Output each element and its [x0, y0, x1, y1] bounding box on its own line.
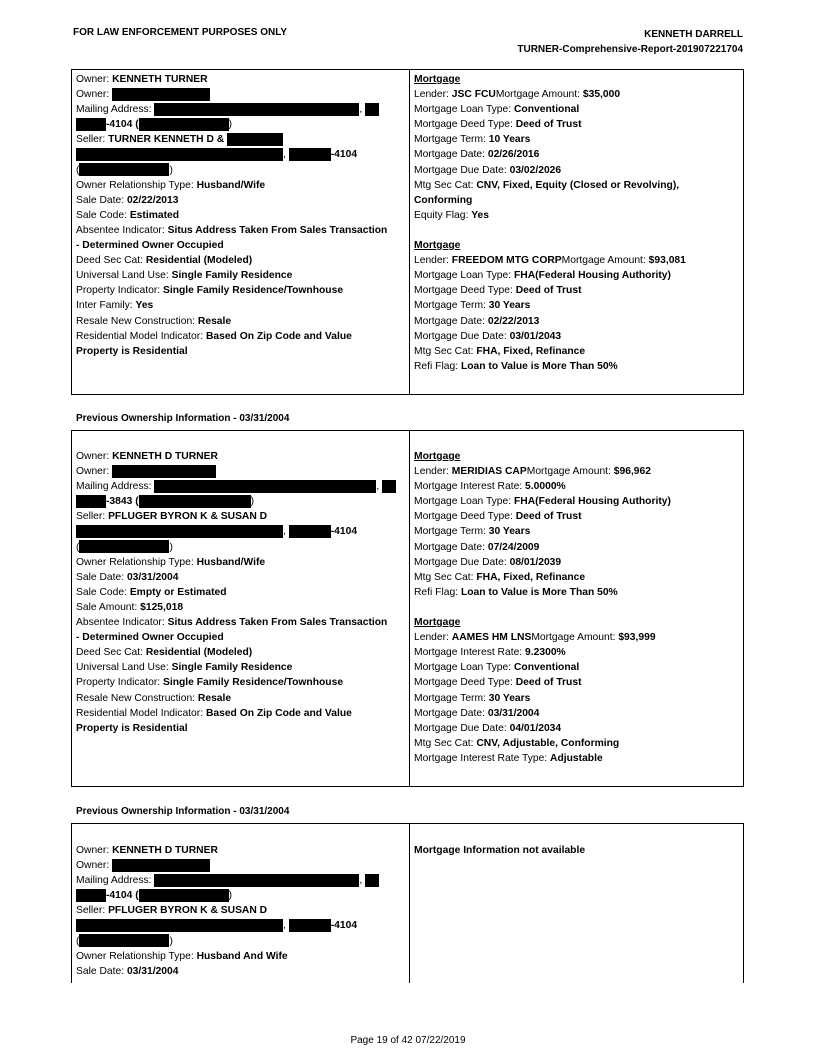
redaction-block — [79, 540, 169, 553]
mortgage-heading: Mortgage — [414, 617, 461, 629]
mortgage-lender-line: Lender: FREEDOM MTG CORPMortgage Amount: $93,081 — [414, 255, 686, 267]
mortgage-line: Mortgage Deed Type: Deed of Trust — [414, 677, 582, 689]
mortgage-line: Mortgage Interest Rate Type: Adjustable — [414, 752, 603, 764]
mortgage-line: Mortgage Date: 03/31/2004 — [414, 707, 540, 719]
mortgage-line: Mortgage Term: 10 Years — [414, 134, 531, 146]
mortgage-line: Mortgage Loan Type: FHA(Federal Housing Authority) — [414, 270, 671, 282]
mailing-line: Mailing Address: , — [76, 873, 405, 888]
mortgage-line: Mortgage Loan Type: Conventional — [414, 104, 580, 116]
sale-code-line: Sale Code: Empty or Estimated — [76, 586, 227, 598]
redaction-block — [112, 465, 216, 478]
mortgage-line: Mortgage Loan Type: FHA(Federal Housing Authority) — [414, 496, 671, 508]
sale-code-line: Sale Code: Estimated — [76, 209, 180, 221]
mortgage-line: Mtg Sec Cat: CNV, Fixed, Equity (Closed or Revolving), — [414, 179, 680, 191]
redaction-block — [112, 88, 210, 101]
deed-sec-line: Deed Sec Cat: Residential (Modeled) — [76, 647, 253, 659]
mailing-line: Mailing Address: , — [76, 102, 405, 117]
owner2-line: Owner: — [76, 464, 405, 479]
redaction-block — [139, 495, 251, 508]
page-footer: Page 19 of 42 07/22/2019 — [350, 1035, 466, 1046]
sale-amount-line: Sale Amount: $125,018 — [76, 601, 184, 613]
mortgage-lender-line: Lender: AAMES HM LNSMortgage Amount: $93,999 — [414, 632, 656, 644]
report-subject-name: KENNETH DARRELL — [644, 29, 743, 40]
redaction-block — [112, 859, 210, 872]
mortgage-heading: Mortgage — [414, 74, 461, 85]
seller-address-line: , -4104 — [76, 524, 405, 539]
mortgage-line: Mortgage Deed Type: Deed of Trust — [414, 511, 582, 523]
land-use-line: Universal Land Use: Single Family Residence — [76, 662, 293, 674]
owner-line: Owner: KENNETH D TURNER — [76, 451, 218, 462]
redaction-block — [382, 480, 396, 493]
resale-line: Resale New Construction: Resale — [76, 692, 232, 704]
mortgage-line: Mtg Sec Cat: FHA, Fixed, Refinance — [414, 345, 586, 357]
ownership-record-previous — [71, 823, 744, 983]
deed-sec-line: Deed Sec Cat: Residential (Modeled) — [76, 255, 253, 267]
mortgage-lender-line: Lender: JSC FCUMortgage Amount: $35,000 — [414, 89, 621, 101]
mailing-line: Mailing Address: , — [76, 479, 405, 494]
owner2-line: Owner: — [76, 858, 405, 873]
mortgage-line: Mortgage Interest Rate: 5.0000% — [414, 481, 566, 493]
redaction-block — [227, 133, 283, 146]
mortgage-heading: Mortgage — [414, 240, 461, 252]
mortgage-line: Mortgage Date: 07/24/2009 — [414, 541, 540, 553]
seller-line: Seller: TURNER KENNETH D & — [76, 132, 405, 147]
report-id: TURNER-Comprehensive-Report-201907221704 — [517, 44, 743, 55]
mortgage-line: Mtg Sec Cat: FHA, Fixed, Refinance — [414, 571, 586, 583]
mortgage-line: Mortgage Term: 30 Years — [414, 300, 531, 312]
mortgage-details — [409, 431, 743, 786]
mailing-zip-line: -3843 ( ) — [76, 494, 405, 509]
redaction-block — [139, 889, 229, 902]
seller-address-line: , -4104 — [76, 147, 405, 162]
redaction-block — [76, 148, 283, 161]
mortgage-details — [409, 70, 743, 394]
relationship-line: Owner Relationship Type: Husband/Wife — [76, 556, 266, 568]
redaction-block — [289, 525, 331, 538]
mortgage-line: Mortgage Interest Rate: 9.2300% — [414, 647, 566, 659]
mailing-zip-line: -4104 ( ) — [76, 888, 405, 903]
mortgage-lender-line: Lender: MERIDIAS CAPMortgage Amount: $96,962 — [414, 466, 651, 478]
mortgage-line: Mortgage Due Date: 03/02/2026 — [414, 164, 562, 176]
redaction-block — [79, 163, 169, 176]
ownership-record-previous — [71, 430, 744, 787]
owner-line: Owner: KENNETH D TURNER — [76, 845, 218, 856]
sale-date-line: Sale Date: 03/31/2004 — [76, 571, 179, 583]
redaction-block — [154, 480, 376, 493]
redaction-block — [365, 874, 379, 887]
absentee-line-cont: - Determined Owner Occupied — [76, 632, 224, 644]
mailing-zip-line: -4104 ( ) — [76, 117, 405, 132]
mortgage-line: Refi Flag: Loan to Value is More Than 50% — [414, 360, 618, 372]
mortgage-line: Mortgage Date: 02/26/2016 — [414, 149, 540, 161]
report-header-left: FOR LAW ENFORCEMENT PURPOSES ONLY — [73, 27, 288, 38]
inter-family-line: Inter Family: Yes — [76, 300, 154, 312]
owner2-line: Owner: — [76, 87, 405, 102]
mortgage-line: Mortgage Due Date: 08/01/2039 — [414, 556, 562, 568]
mortgage-line: Mortgage Date: 02/22/2013 — [414, 315, 540, 327]
property-indicator-line: Property Indicator: Single Family Residence/Townhouse — [76, 285, 344, 297]
redaction-block — [154, 874, 359, 887]
redaction-block — [365, 103, 379, 116]
redaction-block — [289, 148, 331, 161]
report-header-right — [517, 27, 743, 57]
relationship-line: Owner Relationship Type: Husband And Wife — [76, 950, 288, 962]
mortgage-details — [409, 824, 743, 983]
redaction-block — [79, 934, 169, 947]
mortgage-line: Mortgage Deed Type: Deed of Trust — [414, 119, 582, 131]
seller-phone-line: ( ) — [76, 541, 173, 553]
model-indicator-line: Residential Model Indicator: Based On Zip Code and Value — [76, 707, 352, 719]
redaction-block — [76, 889, 106, 902]
mortgage-line: Mortgage Due Date: 04/01/2034 — [414, 722, 562, 734]
resale-line: Resale New Construction: Resale — [76, 315, 232, 327]
mortgage-line: Mortgage Due Date: 03/01/2043 — [414, 330, 562, 342]
seller-address-line: , -4104 — [76, 918, 405, 933]
mortgage-line: Mortgage Deed Type: Deed of Trust — [414, 285, 582, 297]
mortgage-line: Mortgage Loan Type: Conventional — [414, 662, 580, 674]
absentee-line: Absentee Indicator: Situs Address Taken From Sales Transaction — [76, 224, 388, 236]
model-indicator-line: Residential Model Indicator: Based On Zip Code and Value — [76, 330, 352, 342]
sale-date-line: Sale Date: 03/31/2004 — [76, 965, 179, 977]
mortgage-line: Equity Flag: Yes — [414, 209, 489, 221]
property-indicator-line: Property Indicator: Single Family Residence/Townhouse — [76, 677, 344, 689]
redaction-block — [289, 919, 331, 932]
model-indicator-line-cont: Property is Residential — [76, 722, 188, 734]
seller-line: Seller: PFLUGER BYRON K & SUSAN D — [76, 511, 268, 523]
seller-phone-line: ( ) — [76, 935, 173, 947]
redaction-block — [139, 118, 229, 131]
mortgage-heading: Mortgage — [414, 451, 461, 462]
mortgage-line: Mortgage Term: 30 Years — [414, 526, 531, 538]
redaction-block — [76, 495, 106, 508]
absentee-line: Absentee Indicator: Situs Address Taken From Sales Transaction — [76, 617, 388, 629]
mortgage-line: Mtg Sec Cat: CNV, Adjustable, Conforming — [414, 737, 620, 749]
model-indicator-line-cont: Property is Residential — [76, 345, 188, 357]
seller-line: Seller: PFLUGER BYRON K & SUSAN D — [76, 905, 268, 917]
land-use-line: Universal Land Use: Single Family Residence — [76, 270, 293, 282]
mortgage-line: Conforming — [414, 194, 473, 206]
absentee-line-cont: - Determined Owner Occupied — [76, 240, 224, 252]
mortgage-unavailable-text: Mortgage Information not available — [414, 845, 586, 856]
relationship-line: Owner Relationship Type: Husband/Wife — [76, 179, 266, 191]
section-title: Previous Ownership Information - 03/31/2004 — [76, 806, 290, 817]
redaction-block — [154, 103, 359, 116]
section-title: Previous Ownership Information - 03/31/2004 — [76, 413, 290, 424]
redaction-block — [76, 118, 106, 131]
redaction-block — [76, 919, 283, 932]
mortgage-line: Mortgage Term: 30 Years — [414, 692, 531, 704]
seller-phone-line: ( ) — [76, 164, 173, 176]
ownership-record-current — [71, 69, 744, 395]
sale-date-line: Sale Date: 02/22/2013 — [76, 194, 179, 206]
mortgage-line: Refi Flag: Loan to Value is More Than 50% — [414, 586, 618, 598]
owner-line: Owner: KENNETH TURNER — [76, 74, 208, 85]
redaction-block — [76, 525, 283, 538]
